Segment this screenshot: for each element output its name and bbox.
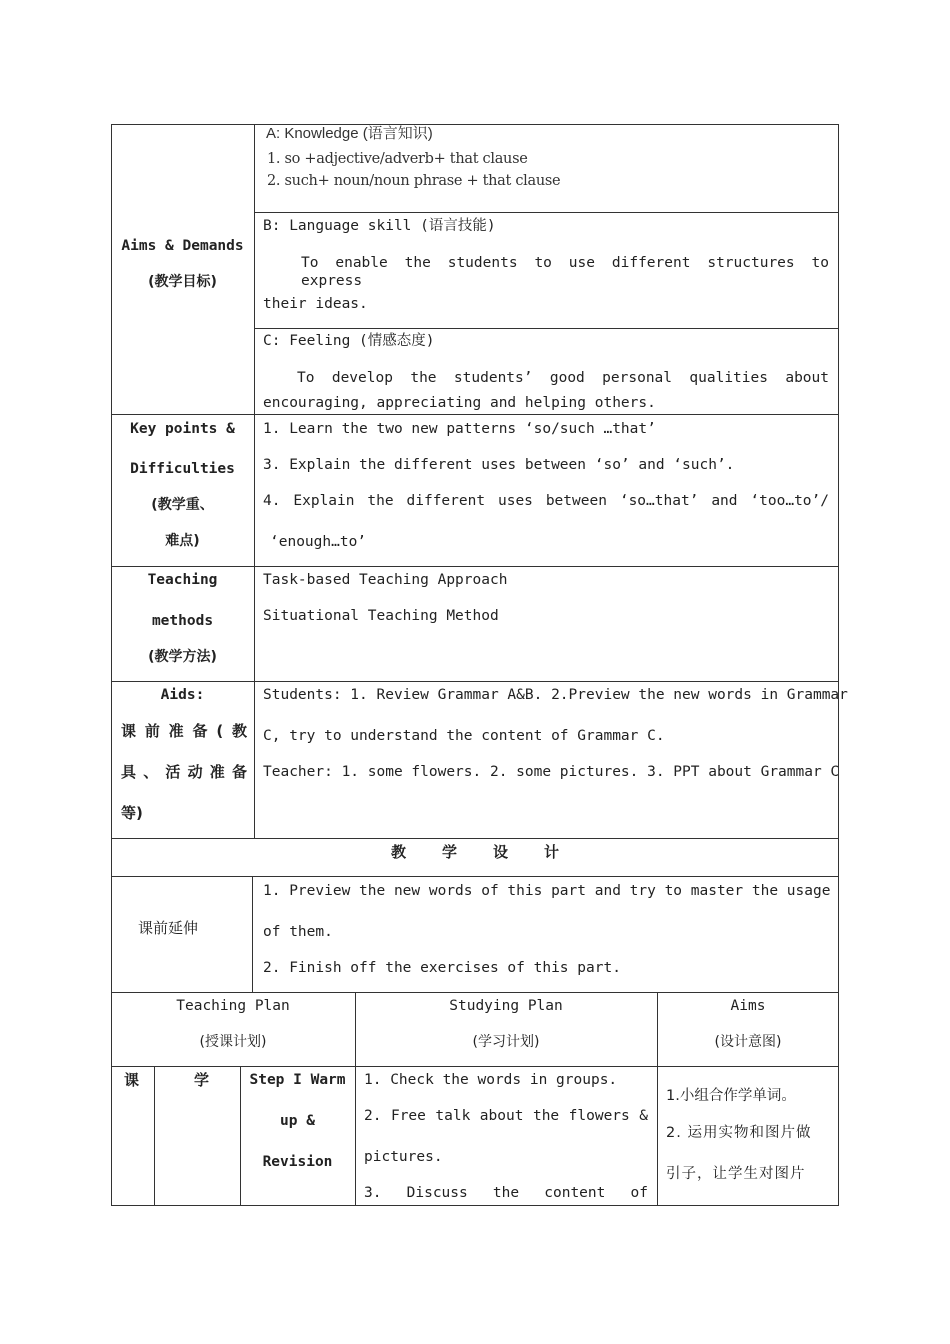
divider	[111, 838, 839, 839]
step-title: Step I Warm	[249, 1072, 346, 1088]
col-header-studying-cn: (学习计划)	[472, 1034, 540, 1050]
knowledge-item: 2. such+ noun/noun phrase + that clause	[267, 173, 561, 189]
aids-students: C, try to understand the content of Grammar C.	[263, 728, 665, 744]
study-item: pictures.	[364, 1149, 443, 1165]
divider	[111, 566, 839, 567]
keypoints-label: Key points &	[130, 421, 235, 437]
skill-heading: B: Language skill (语言技能)	[263, 218, 496, 234]
divider	[111, 992, 839, 993]
step-title: up &	[280, 1113, 315, 1129]
aids-students: Students: 1. Review Grammar A&B. 2.Preview the new words in Grammar	[263, 687, 848, 703]
divider	[111, 414, 839, 415]
knowledge-item: 1. so +adjective/adverb+ that clause	[267, 151, 528, 167]
divider	[252, 876, 253, 992]
divider	[255, 328, 839, 329]
divider	[255, 212, 839, 213]
keypoint-item: 3. Explain the different uses between ‘so’ and ‘such’.	[263, 457, 735, 473]
aim-item: 2. 运用实物和图片做	[666, 1125, 812, 1141]
method-item: Situational Teaching Method	[263, 608, 499, 624]
keypoints-label-cn: (教学重、	[151, 497, 214, 513]
divider	[111, 876, 839, 877]
methods-label-cn: (教学方法)	[148, 649, 217, 665]
skill-line: their ideas.	[263, 296, 368, 312]
feeling-line: To develop the students’ good personal qualities about	[297, 370, 829, 386]
preclass-item: 1. Preview the new words of this part and try to master the usage	[263, 883, 831, 899]
methods-label: methods	[151, 613, 214, 629]
col-header-teaching: Teaching Plan	[176, 998, 290, 1014]
study-item: 3. Discuss the content of	[364, 1185, 648, 1201]
aids-label-cn: 具、活动准备	[121, 763, 247, 781]
step-label-ke: 课	[124, 1071, 140, 1089]
divider	[254, 124, 255, 838]
aids-label: Aids:	[160, 687, 205, 703]
keypoints-label: Difficulties	[130, 461, 235, 477]
step-label-xue: 学	[194, 1071, 210, 1089]
skill-line: To enable the students to use different structures to express	[301, 255, 829, 289]
col-header-studying: Studying Plan	[449, 998, 563, 1014]
col-header-teaching-cn: (授课计划)	[199, 1034, 267, 1050]
col-header-aims: Aims	[730, 998, 766, 1014]
aids-teacher: Teacher: 1. some flowers. 2. some pictures. 3. PPT about Grammar C	[263, 764, 840, 780]
aims-label-en: Aims & Demands	[121, 238, 244, 254]
divider	[355, 992, 356, 1206]
study-item: 2. Free talk about the flowers &	[364, 1108, 648, 1124]
aim-item: 1.小组合作学单词。	[666, 1088, 796, 1104]
design-heading: 教学设计	[390, 843, 595, 861]
keypoint-item: 4. Explain the different uses between ‘so…that’ and ‘too…to’/	[263, 493, 829, 509]
keypoint-item: ‘enough…to’	[270, 534, 367, 550]
divider	[111, 1066, 839, 1067]
methods-label: Teaching	[147, 572, 218, 588]
aids-label-cn: 等)	[121, 804, 143, 822]
divider	[154, 1066, 155, 1206]
preclass-item: 2. Finish off the exercises of this part.	[263, 960, 621, 976]
method-item: Task-based Teaching Approach	[263, 572, 508, 588]
aids-label-cn: 课前准备(教	[121, 722, 247, 740]
preclass-label: 课前延伸	[138, 919, 199, 937]
divider	[111, 681, 839, 682]
knowledge-heading: A: Knowledge (语言知识)	[266, 125, 437, 143]
step-title: Revision	[262, 1154, 333, 1170]
aim-item: 引子，让学生对图片	[666, 1166, 806, 1182]
study-item: 1. Check the words in groups.	[364, 1072, 618, 1088]
feeling-heading: C: Feeling (情感态度)	[263, 333, 435, 349]
preclass-item: of them.	[263, 924, 333, 940]
feeling-line: encouraging, appreciating and helping others.	[263, 395, 656, 411]
aims-label-cn: (教学目标)	[148, 274, 217, 290]
col-header-aims-cn: (设计意图)	[714, 1034, 782, 1050]
keypoints-label-cn: 难点)	[165, 533, 200, 549]
keypoint-item: 1. Learn the two new patterns ‘so/such …that’	[263, 421, 656, 437]
divider	[657, 992, 658, 1206]
